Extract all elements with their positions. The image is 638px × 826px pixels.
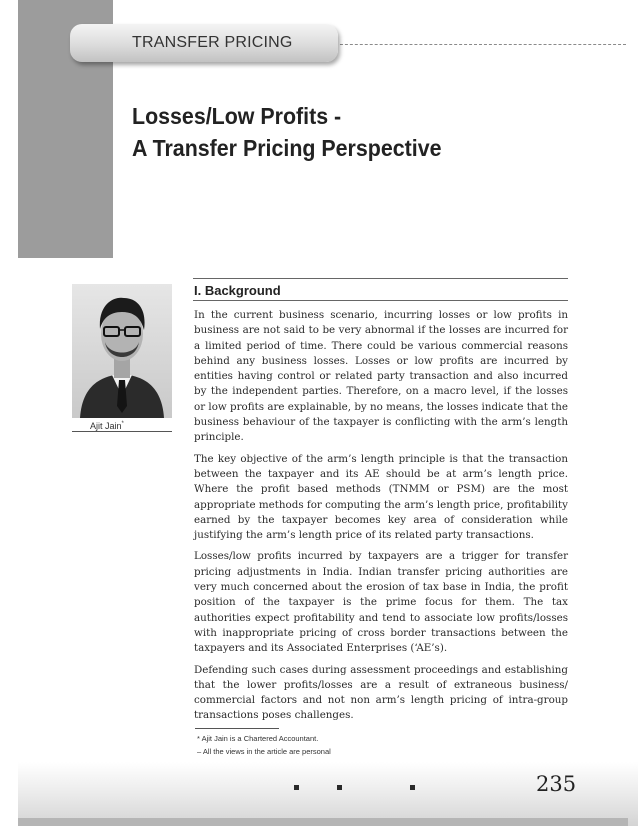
- section-tab: [70, 24, 338, 62]
- title-line-1: Losses/Low Profits -: [132, 103, 342, 129]
- footer-bottom-strip: [18, 818, 628, 826]
- section-label: TRANSFER PRICING: [132, 34, 293, 51]
- heading-rule-top: [193, 278, 568, 279]
- header-dashed-line: [330, 44, 626, 45]
- article-body: [194, 308, 568, 730]
- footer-square-bullet: [410, 785, 415, 790]
- footnote-1: * Ajit Jain is a Chartered Accountant.: [197, 734, 319, 743]
- body-paragraph: Defending such cases during assessment proceedings and establishing that the lower profits/losses are a result of extraneous business/ commercial factors and not non arm’s length pricing of intra-group transactions poses challenges.: [194, 663, 568, 722]
- author-footnote-mark: *: [121, 421, 124, 427]
- author-portrait-image: [72, 284, 172, 418]
- section-heading: I. Background: [194, 283, 281, 298]
- body-paragraph: In the current business scenario, incurring losses or low profits in business are not said to be very abnormal if the losses are incurred for a limited period of time. There could be various commercial reasons behind any business losses. Losses or low profits are incurred by entities having control or related party transaction and also incurred by the independent parties. Therefore, on a macro level, if the losses or low profits are explainable, by no means, the losses indicate that the business behaviour of the taxpayer is conflicting with the arm’s length principle.: [194, 309, 568, 444]
- heading-rule-bottom: [193, 300, 568, 301]
- footnote-rule: [195, 728, 279, 729]
- footer-square-bullet: [337, 785, 342, 790]
- author-photo: [72, 284, 172, 418]
- body-paragraph: The key objective of the arm’s length principle is that the transaction between the taxpayer and its AE should be at arm’s length price. Where the profit based methods (TNMM or PSM) are the most appropriate methods for computing the arm’s length price, profitability earned by the taxpayer becomes key area of consideration while justifying the arm’s length price of its related party transactions.: [194, 452, 568, 542]
- footer-square-bullet: [294, 785, 299, 790]
- author-caption-rule: [72, 431, 172, 432]
- page-number: 235: [536, 772, 577, 796]
- title-line-2: A Transfer Pricing Perspective: [132, 135, 442, 161]
- article-title: [132, 100, 560, 164]
- body-paragraph: Losses/low profits incurred by taxpayers are a trigger for transfer pricing adjustments in India. Indian transfer pricing authorities are very much concerned about the erosion of tax base in India, the profit position of the taxpayer is the prime focus for them. The tax authorities expect profitability and tend to associate low profits/losses with inappropriate pricing of cross border transactions between the taxpayers and its Associated Enterprises (‘AE’s).: [194, 550, 568, 655]
- author-name: Ajit Jain: [90, 421, 122, 431]
- footnote-2: – All the views in the article are personal: [197, 747, 331, 756]
- author-caption: [90, 421, 124, 431]
